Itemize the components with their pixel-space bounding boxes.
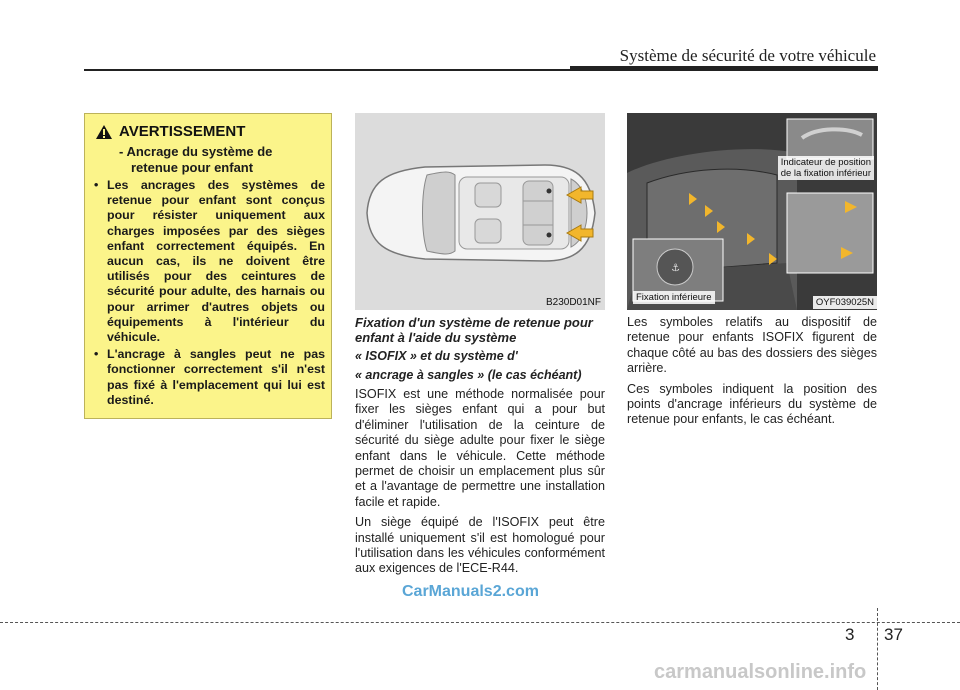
paragraph: Un siège équipé de l'ISOFIX peut être installé uniquement s'il est homologué pour l'utilisation dans les véhicules conformément aux exigences de l'ECE-R44. (355, 515, 605, 576)
header-rule-accent (570, 66, 878, 71)
page-header-title: Système de sécurité de votre véhicule (619, 46, 876, 65)
section-heading: Fixation d'un système de retenue pour enfant à l'aide du système (355, 315, 593, 345)
car-top-view-figure (355, 113, 605, 310)
isofix-section (355, 315, 605, 582)
paragraph: Ces symboles indiquent la position des points d'ancrage inférieurs du système de retenue pour enfants, le cas échéant. (627, 381, 877, 427)
section-subheading: « ancrage à sangles » (le cas échéant) (355, 368, 582, 382)
footer-rule (0, 622, 960, 623)
warning-item: • Les ancrages des systèmes de retenue pour enfant sont conçus pour résister uniquement aux charges imposées par des sièges enfant correctement équipés. En aucun cas, ils ne doivent être utilisés pour des ceintures de sécurité pour adulte, des harnais ou pour arrimer d'autres objets ou équipements à l'intérieur du véhicule. (93, 178, 325, 345)
rear-seat-photo (627, 113, 877, 310)
section-body (627, 315, 877, 428)
page-number-divider (877, 608, 878, 690)
warning-list (93, 178, 325, 410)
lower-anchor-label: Fixation inférieure (633, 291, 715, 304)
warning-subtitle-line2: retenue pour enfant (131, 160, 254, 175)
warning-subtitle (119, 144, 319, 176)
figure-code: OYF039025N (813, 296, 877, 309)
figure-code: B230D01NF (545, 297, 601, 308)
page-number: 37 (884, 625, 903, 644)
position-indicator-label-line2: de la fixation inférieur (780, 168, 871, 179)
rear-seat-photo-figure (627, 113, 877, 310)
position-indicator-label (778, 156, 874, 180)
position-indicator-label-line1: Indicateur de position (780, 157, 871, 168)
section-number: 3 (845, 625, 855, 644)
watermark: carmanualsonline.info (654, 661, 867, 683)
watermark: CarManuals2.com (402, 583, 539, 600)
warning-icon (95, 124, 113, 140)
warning-title: AVERTISSEMENT (119, 123, 246, 140)
section-subheading: « ISOFIX » et du système d' (355, 349, 518, 363)
symbols-section (627, 315, 877, 433)
section-body (355, 387, 605, 577)
warning-subtitle-line1: - Ancrage du système de (119, 144, 273, 159)
paragraph: ISOFIX est une méthode normalisée pour fixer les sièges enfant qui a pour but d'éliminer l'utilisation de la ceinture de sécurité du siège adulte pour fixer le siège enfant dans le véhicule. Cette méthode permet de choisir un emplacement plus sûr et a l'avantage de permettre une installation facile et rapide. (355, 387, 605, 509)
warning-item: • L'ancrage à sangles peut ne pas fonctionner correctement s'il n'est pas fixé à l'emplacement qui lui est destiné. (93, 347, 325, 408)
car-top-view-illustration (355, 113, 605, 310)
svg-text:⚓: ⚓ (671, 263, 680, 274)
paragraph: Les symboles relatifs au dispositif de retenue pour enfants ISOFIX figurent de chaque côté au bas des dossiers des sièges arrière. (627, 315, 877, 376)
warning-box (84, 113, 332, 419)
